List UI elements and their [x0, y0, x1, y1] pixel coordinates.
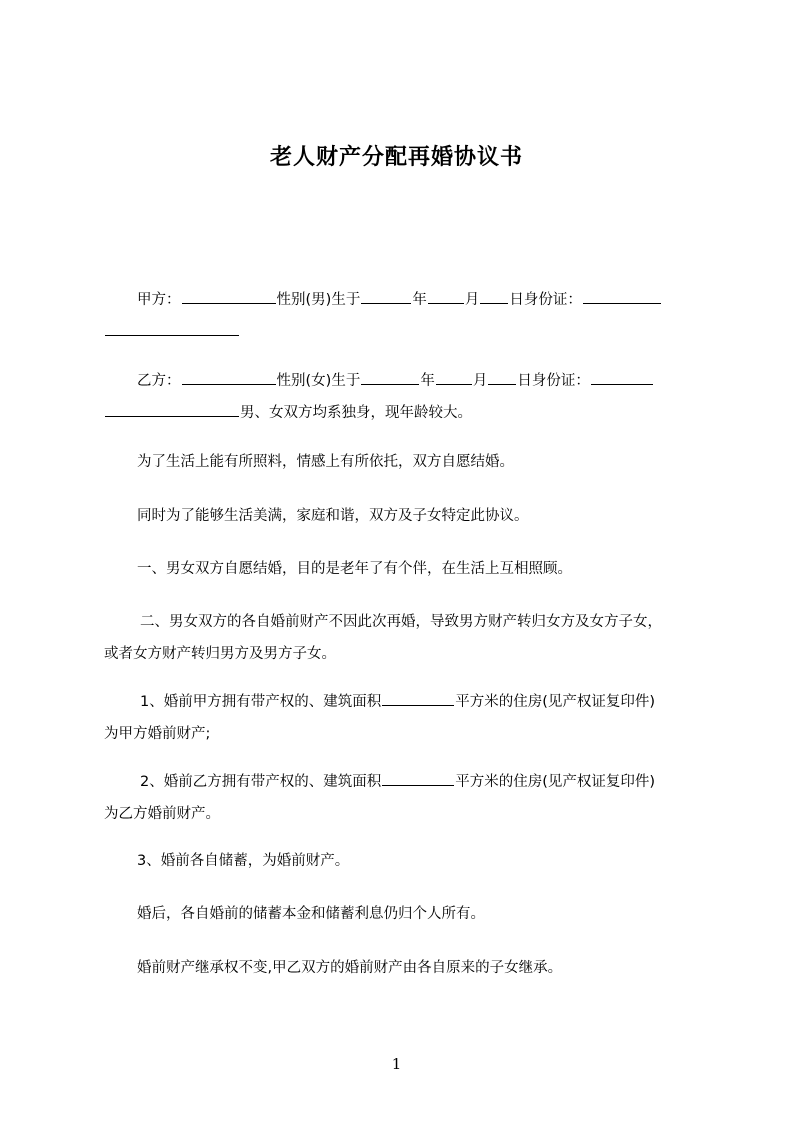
- item-2-line-2: 为乙方婚前财产。: [104, 806, 220, 822]
- party-a-id-blank[interactable]: [583, 286, 661, 304]
- party-b-month-text: 月: [472, 373, 488, 389]
- paragraph-inheritance: [104, 952, 704, 984]
- party-a-name-blank[interactable]: [182, 286, 276, 304]
- clause-2-item-3: [104, 845, 704, 877]
- party-b-name-blank[interactable]: [182, 367, 276, 385]
- party-b-gender-text: 性别(女)生于: [276, 373, 361, 389]
- clause-2-item-2: [104, 766, 704, 830]
- party-a-paragraph: [104, 284, 704, 348]
- clause-2-line-2: 或者女方财产转归男方及男方子女。: [104, 646, 336, 662]
- party-a-id-blank-cont[interactable]: [105, 318, 239, 336]
- item-3-text: 3、婚前各自储蓄，为婚前财产。: [137, 853, 350, 869]
- document-title: 老人财产分配再婚协议书: [269, 145, 523, 170]
- party-b-id-text: 日身份证：: [517, 373, 590, 389]
- party-a-gender-text: 性别(男)生于: [276, 292, 361, 308]
- item-1-area-blank[interactable]: [382, 688, 454, 706]
- party-a-day-blank[interactable]: [480, 286, 508, 304]
- item-2-post-text: 平方米的住房(见产权证复印件): [455, 774, 656, 790]
- item-1-post-text: 平方米的住房(见产权证复印件): [455, 694, 656, 710]
- paragraph-purpose-text: 为了生活上能有所照料，情感上有所依托，双方自愿结婚。: [137, 454, 514, 470]
- party-b-id-blank[interactable]: [591, 367, 653, 385]
- party-a-label: 甲方：: [137, 292, 181, 308]
- party-a-month-blank[interactable]: [428, 286, 464, 304]
- paragraph-purpose: [104, 446, 704, 478]
- clause-2-item-1: [104, 686, 704, 750]
- party-a-year-text: 年: [412, 292, 427, 308]
- party-b-day-blank[interactable]: [488, 367, 516, 385]
- item-1-line-2: 为甲方婚前财产;: [104, 726, 211, 742]
- party-a-year-blank[interactable]: [361, 286, 411, 304]
- party-b-year-text: 年: [420, 373, 435, 389]
- party-a-month-text: 月: [464, 292, 480, 308]
- party-b-month-blank[interactable]: [436, 367, 472, 385]
- party-b-id-blank-cont[interactable]: [105, 399, 239, 417]
- paragraph-savings-text: 婚后，各自婚前的储蓄本金和储蓄利息仍归个人所有。: [137, 906, 485, 922]
- paragraph-agreement-text: 同时为了能够生活美满，家庭和谐，双方及子女特定此协议。: [137, 508, 529, 524]
- clause-2: [104, 606, 704, 670]
- party-b-year-blank[interactable]: [361, 367, 419, 385]
- clause-2-line-1: 二、男女双方的各自婚前财产不因此次再婚，导致男方财产转归女方及女方子女，: [140, 614, 662, 630]
- page-number: 1: [391, 1055, 402, 1073]
- item-2-area-blank[interactable]: [382, 768, 454, 786]
- party-b-label: 乙方：: [137, 373, 181, 389]
- paragraph-inheritance-text: 婚前财产继承权不变,甲乙双方的婚前财产由各自原来的子女继承。: [137, 960, 563, 976]
- party-a-id-text: 日身份证：: [509, 292, 582, 308]
- paragraph-agreement: [104, 500, 704, 532]
- party-b-tail-text: 男、女双方均系独身，现年龄较大。: [240, 405, 472, 421]
- item-2-pre-text: 2、婚前乙方拥有带产权的、建筑面积: [140, 774, 382, 790]
- clause-1-text: 一、男女双方自愿结婚，目的是老年了有个伴，在生活上互相照顾。: [137, 561, 572, 577]
- item-1-pre-text: 1、婚前甲方拥有带产权的、建筑面积: [140, 694, 382, 710]
- paragraph-savings: [104, 898, 704, 930]
- party-b-paragraph: [104, 365, 704, 429]
- clause-1: [104, 553, 704, 585]
